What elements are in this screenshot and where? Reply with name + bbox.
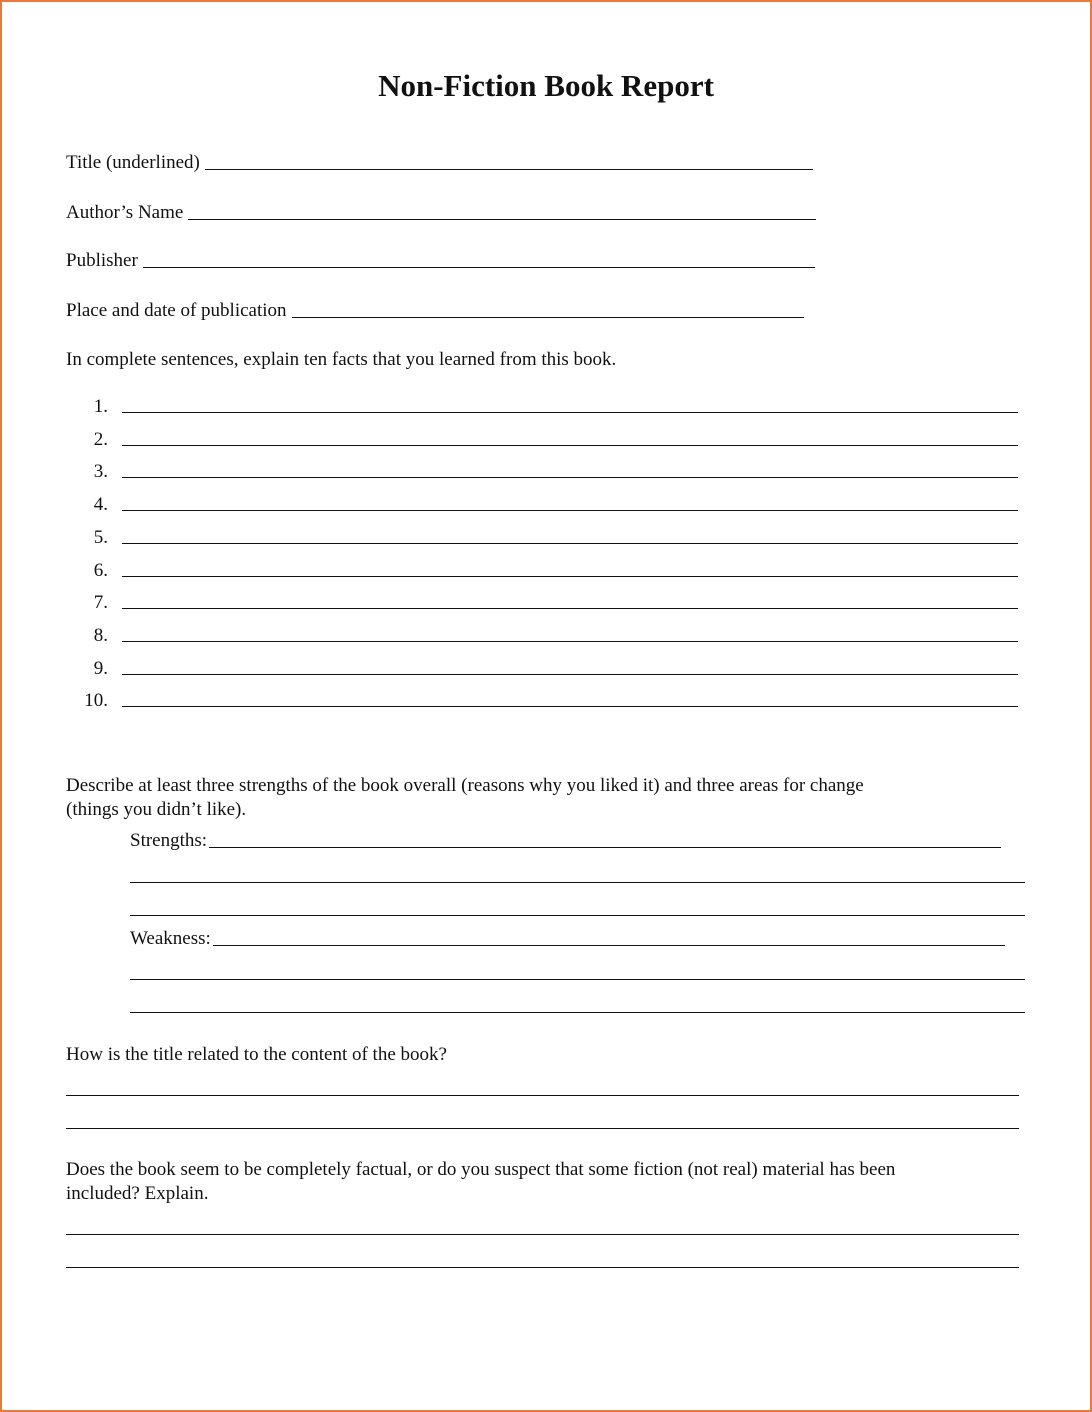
- strengths-prompt-line1: Describe at least three strengths of the book overall (reasons why you liked it) and three areas for change: [66, 775, 864, 796]
- fact-answer-line[interactable]: [122, 608, 1018, 609]
- fact-answer-line[interactable]: [122, 641, 1018, 642]
- fact-answer-line[interactable]: [122, 477, 1018, 478]
- author-blank[interactable]: [188, 218, 816, 220]
- fact-number: 2.: [93, 428, 108, 450]
- fact-row: [66, 429, 1018, 451]
- facts-prompt: In complete sentences, explain ten facts that you learned from this book.: [66, 349, 617, 370]
- fact-number: 6.: [93, 559, 108, 581]
- title-answer-line-1[interactable]: [66, 1095, 1019, 1096]
- strengths-blank-1[interactable]: [209, 846, 1001, 848]
- fact-number: 1.: [93, 396, 108, 417]
- title-field: [66, 152, 813, 174]
- fact-row: [66, 461, 1018, 483]
- factual-prompt-line1: Does the book seem to be completely factual, or do you suspect that some fiction (not real) material has been: [66, 1159, 896, 1180]
- strengths-field: [130, 830, 1001, 852]
- factual-answer-line-1[interactable]: [66, 1234, 1019, 1235]
- strengths-blank-2[interactable]: [130, 882, 1025, 883]
- fact-row: [66, 527, 1018, 549]
- weakness-field: [130, 928, 1005, 950]
- fact-answer-line[interactable]: [122, 706, 1018, 707]
- fact-number: 9.: [93, 657, 108, 679]
- fact-row: [66, 592, 1018, 614]
- fact-number: 3.: [93, 461, 108, 483]
- fact-answer-line[interactable]: [122, 445, 1018, 446]
- fact-answer-line[interactable]: [122, 412, 1018, 413]
- fact-number: 5.: [93, 526, 108, 548]
- publisher-blank[interactable]: [143, 266, 815, 268]
- title-blank[interactable]: [205, 168, 813, 170]
- place-date-label: Place and date of publication: [66, 300, 287, 321]
- fact-answer-line[interactable]: [122, 510, 1018, 511]
- page-title: Non-Fiction Book Report: [378, 68, 714, 103]
- weakness-blank-2[interactable]: [130, 979, 1025, 980]
- fact-answer-line[interactable]: [122, 576, 1018, 577]
- strengths-label: Strengths:: [130, 830, 208, 851]
- fact-answer-line[interactable]: [122, 674, 1018, 675]
- strengths-prompt-line2: (things you didn’t like).: [66, 799, 247, 820]
- factual-question-prompt: [66, 1158, 1026, 1206]
- strengths-blank-3[interactable]: [130, 915, 1025, 916]
- title-label: Title (underlined): [66, 152, 200, 173]
- weakness-blank-1[interactable]: [213, 944, 1005, 946]
- fact-row: [66, 690, 1018, 712]
- publisher-field: [66, 250, 815, 272]
- factual-answer-line-2[interactable]: [66, 1267, 1019, 1268]
- weakness-label: Weakness:: [130, 928, 211, 949]
- fact-row: [66, 396, 1018, 418]
- fact-row: [66, 560, 1018, 582]
- fact-number: 4.: [93, 494, 108, 516]
- place-date-blank[interactable]: [292, 316, 804, 318]
- fact-row: [66, 625, 1018, 647]
- author-label: Author’s Name: [66, 202, 184, 223]
- publisher-label: Publisher: [66, 250, 138, 271]
- title-answer-line-2[interactable]: [66, 1128, 1019, 1129]
- fact-row: [66, 494, 1018, 516]
- factual-prompt-line2: included? Explain.: [66, 1183, 209, 1204]
- place-date-field: [66, 300, 804, 322]
- weakness-blank-3[interactable]: [130, 1012, 1025, 1013]
- fact-number: 8.: [93, 624, 108, 646]
- title-question-prompt: How is the title related to the content of the book?: [66, 1044, 447, 1065]
- fact-number: 7.: [93, 592, 108, 614]
- fact-answer-line[interactable]: [122, 543, 1018, 544]
- strengths-prompt: [66, 774, 1026, 822]
- author-field: [66, 202, 816, 224]
- fact-row: [66, 658, 1018, 680]
- fact-number: 10.: [84, 690, 108, 712]
